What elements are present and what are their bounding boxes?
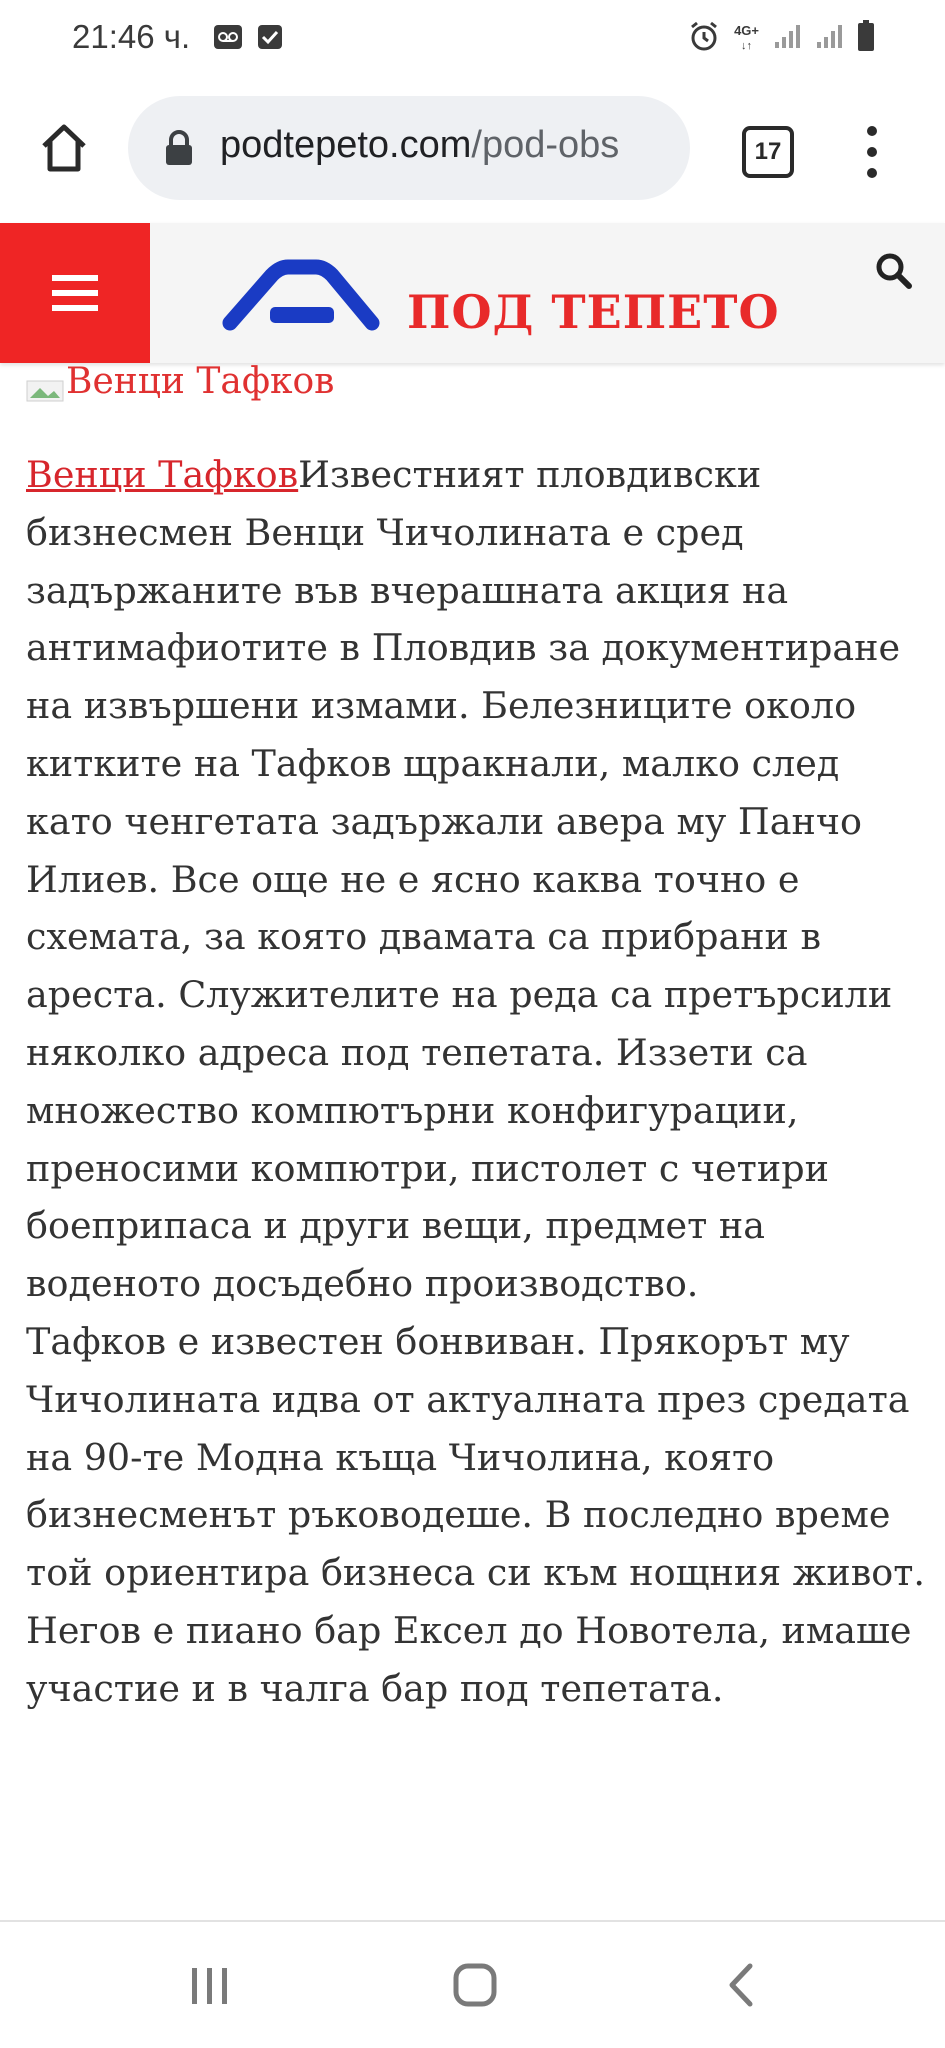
- tab-switcher-button[interactable]: 17: [742, 126, 794, 178]
- alarm-icon: [688, 20, 720, 56]
- site-header: [0, 223, 945, 363]
- article-image: [26, 358, 334, 404]
- status-bar: [0, 0, 945, 78]
- site-search-button[interactable]: [874, 251, 914, 291]
- browser-toolbar: [0, 78, 945, 223]
- url-host: podtepeto.com: [220, 124, 472, 166]
- overflow-menu-button[interactable]: [860, 122, 884, 182]
- url-text[interactable]: [220, 124, 670, 167]
- address-bar[interactable]: [128, 96, 690, 200]
- 4g-icon: 4G+ ↓↑: [734, 22, 759, 52]
- url-path: /pod-obs: [471, 124, 620, 166]
- back-icon: [722, 1962, 762, 2008]
- site-menu-button[interactable]: [0, 223, 150, 363]
- more-vert-icon: [860, 122, 884, 182]
- system-navbar: [0, 1922, 945, 2048]
- nav-home-button[interactable]: [452, 1962, 498, 2012]
- recents-button[interactable]: [188, 1964, 232, 2012]
- article-image-alt: Венци Тафков: [66, 360, 335, 402]
- back-button[interactable]: [722, 1962, 762, 2012]
- status-left-icons: [213, 24, 283, 54]
- home-icon: [452, 1962, 498, 2008]
- recents-icon: [188, 1964, 232, 2008]
- home-button[interactable]: [36, 120, 92, 176]
- network-label: 4G+: [734, 22, 759, 38]
- hamburger-icon: [0, 223, 150, 363]
- status-right-icons: [688, 20, 875, 56]
- author-link[interactable]: Венци Тафков: [26, 453, 299, 496]
- battery-icon: [857, 20, 875, 56]
- article-paragraph-1: [26, 446, 926, 1313]
- signal-icon: [773, 22, 801, 54]
- broken-image-icon: [26, 370, 64, 392]
- home-icon: [36, 120, 92, 176]
- status-time: 21:46 ч.: [72, 18, 191, 55]
- lock-icon: [164, 130, 194, 170]
- signal-icon: [815, 22, 843, 54]
- paragraph-1-text: Известният пловдивски бизнесмен Венци Чичолината е сред задържаните във вчерашната акция на антимафиотите в Пловдив за документиране на извършени измами. Белезниците около китките на Тафков щракнали, малко след като ченгетата задържали авера му Панчо Илиев. Все още не е ясно каква точно е схемата, за която двамата са прибрани в ареста. Служителите на реда са претърсили няколко адреса под тепетата. Иззети са множество компютърни конфигурации, преносими компютри, пистолет с четири боеприпаса и други вещи, предмет на воденото досъдебно производство.: [26, 453, 901, 1306]
- article-paragraph-2: Тафков е известен бонвиван. Прякорът му Чичолината идва от актуалната през средата на 90-те Модна къща Чичолина, която бизнесменът ръководеше. В последно време той ориентира бизнеса си към нощния живот. Негов е пиано бар Ексел до Новотела, имаше участие и в чалга бар под тепетата.: [26, 1319, 926, 1710]
- voicemail-icon: [213, 24, 243, 54]
- article-body: [26, 446, 926, 1718]
- search-icon: [874, 251, 914, 291]
- logo-mark-icon: [222, 245, 382, 345]
- checkbox-icon: [257, 24, 283, 54]
- logo-text: ПОД ТЕПЕТО: [407, 285, 780, 339]
- site-logo[interactable]: [222, 245, 782, 355]
